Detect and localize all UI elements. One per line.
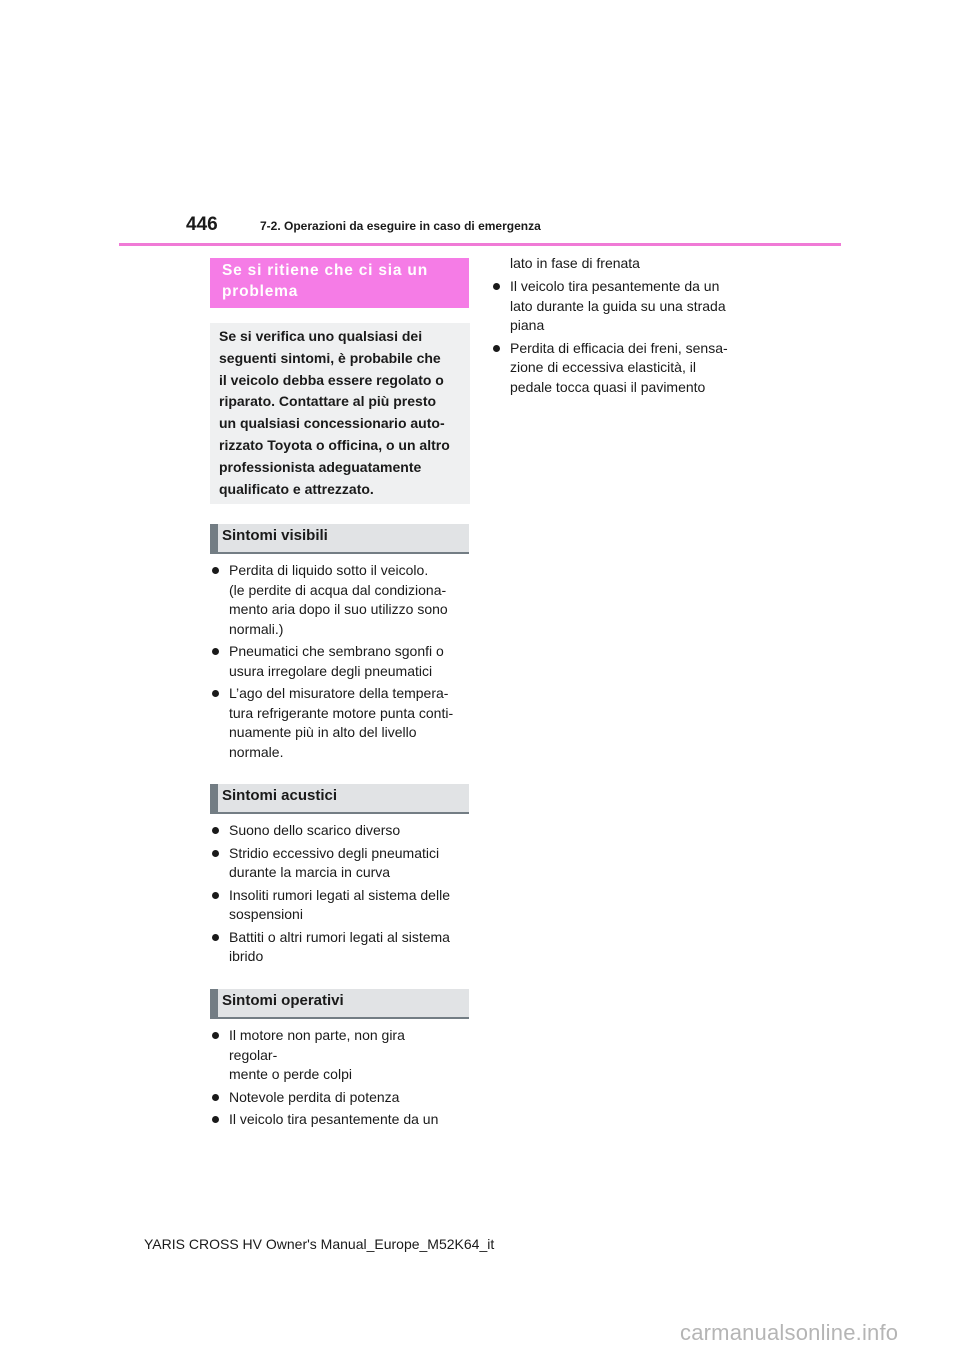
bullet-icon (212, 690, 219, 697)
list-line: zione di eccessiva elasticità, il (510, 359, 696, 375)
list-item (212, 1026, 454, 1085)
info-line: Se si verifica uno qualsiasi dei (219, 328, 423, 344)
list-item (212, 886, 454, 925)
list-line: durante la marcia in curva (229, 864, 391, 880)
list-line: usura irregolare degli pneumatici (229, 662, 433, 679)
problem-heading-box (210, 258, 469, 308)
list-line: piana (510, 317, 545, 333)
list-line: normali.) (229, 620, 284, 637)
footer-manual-id: YARIS CROSS HV Owner's Manual_Europe_M52K64_it (144, 1236, 495, 1252)
list-line: Battiti o altri rumori legati al sistema (229, 928, 450, 945)
info-line: professionista adeguatamente (219, 458, 422, 475)
list-line: sospensioni (229, 906, 303, 922)
operative-symptoms-heading: Sintomi operativi (210, 989, 469, 1019)
bullet-icon (212, 648, 219, 655)
watermark: carmanualsonline.info (680, 1320, 899, 1345)
list-item (212, 1088, 454, 1108)
list-item (212, 928, 454, 967)
acoustic-symptoms-list (212, 821, 454, 970)
info-line: rizzato Toyota o officina, o un altro (219, 436, 450, 453)
info-line: il veicolo debba essere regolato o (219, 371, 444, 388)
list-item (212, 821, 454, 841)
list-item (212, 844, 454, 883)
operative-symptoms-list (212, 1026, 454, 1133)
list-line: Il veicolo tira pesantemente da un (510, 278, 720, 294)
list-line: Pneumatici che sembrano sgonfi o (229, 643, 444, 659)
list-line: Stridio eccessivo degli pneumatici (229, 844, 440, 861)
list-line: Perdita di liquido sotto il veicolo. (229, 562, 429, 578)
acoustic-symptoms-heading: Sintomi acustici (210, 784, 469, 814)
right-column-list (493, 277, 743, 400)
list-item (212, 1110, 454, 1130)
list-line: mento aria dopo il suo utilizzo sono (229, 601, 448, 617)
bullet-icon (493, 283, 500, 290)
info-box (210, 323, 470, 504)
bullet-icon (212, 934, 219, 941)
list-line: Suono dello scarico diverso (229, 822, 401, 838)
bullet-icon (212, 1116, 219, 1123)
list-line: Il motore non parte, non gira regolar- (229, 1027, 405, 1063)
list-line: ibrido (229, 948, 264, 964)
list-line: Il veicolo tira pesantemente da un (229, 1111, 439, 1127)
visible-symptoms-heading: Sintomi visibili (210, 524, 469, 554)
list-line: nuamente più in alto del livello (229, 724, 417, 740)
list-line: (le perdite di acqua dal condiziona- (229, 581, 447, 598)
section-title: 7-2. Operazioni da eseguire in caso di emergenza (260, 219, 541, 233)
list-line: Notevole perdita di potenza (229, 1088, 400, 1105)
visible-symptoms-list (212, 561, 454, 765)
problem-heading-line: Se si ritiene che ci sia un (222, 262, 428, 279)
list-item (493, 277, 743, 336)
list-line: lato durante la guida su una strada (510, 297, 726, 314)
header-rule (119, 243, 841, 246)
list-item (212, 561, 454, 639)
list-line: tura refrigerante motore punta conti- (229, 704, 454, 721)
bullet-icon (212, 567, 219, 574)
info-line: un qualsiasi concessionario auto- (219, 415, 445, 432)
list-line: L’ago del misuratore della tempera- (229, 685, 449, 701)
problem-heading-line: problema (222, 283, 299, 300)
page-number: 446 (186, 214, 218, 235)
info-line: riparato. Contattare al più presto (219, 393, 437, 410)
info-line: qualificato e attrezzato. (219, 480, 374, 497)
list-line: Perdita di efficacia dei freni, sensa- (510, 339, 728, 356)
list-line: normale. (229, 743, 284, 760)
list-item (493, 339, 743, 398)
bullet-icon (493, 345, 500, 352)
list-line: Insoliti rumori legati al sistema delle (229, 886, 450, 903)
list-line: pedale tocca quasi il pavimento (510, 378, 706, 395)
bullet-icon (212, 827, 219, 834)
list-item (212, 642, 454, 681)
list-line: mente o perde colpi (229, 1066, 352, 1082)
bullet-icon (212, 850, 219, 857)
bullet-icon (212, 892, 219, 899)
bullet-icon (212, 1094, 219, 1101)
info-line: seguenti sintomi, è probabile che (219, 349, 441, 366)
list-item (212, 684, 454, 762)
bullet-icon (212, 1032, 219, 1039)
continued-text: lato in fase di frenata (510, 255, 640, 271)
